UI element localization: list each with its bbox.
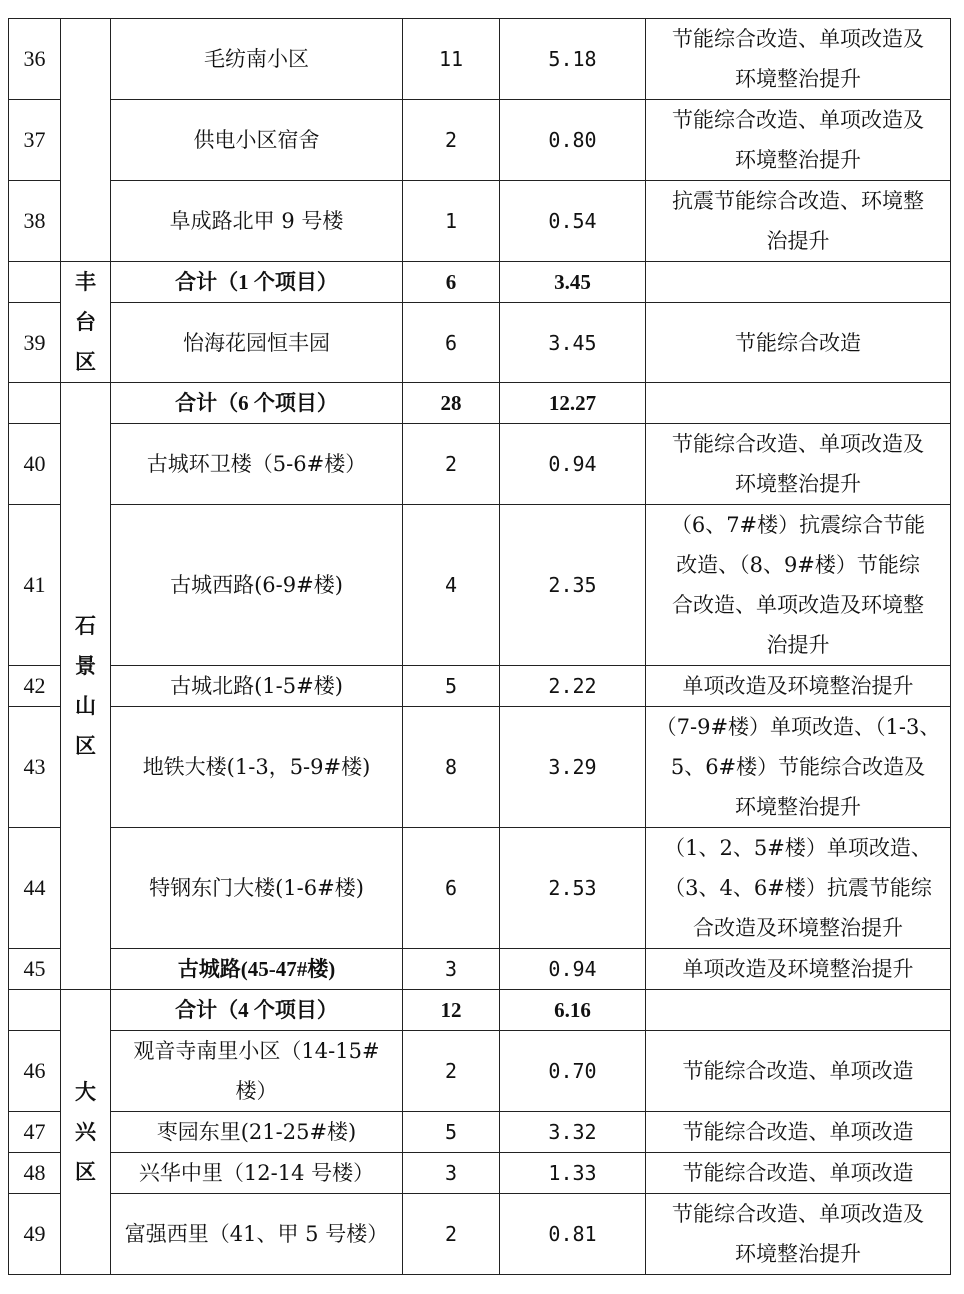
row-number: 45 xyxy=(9,949,61,990)
table-row xyxy=(9,949,951,990)
table-row xyxy=(9,1031,951,1112)
building-count: 6 xyxy=(403,828,500,949)
project-name: 怡海花园恒丰园 xyxy=(111,303,403,383)
renovation-content: （6、7#楼）抗震综合节能 改造、（8、9#楼）节能综 合改造、单项改造及环境整 治提升 xyxy=(646,505,951,666)
district-daxing: 大 兴 区 xyxy=(61,990,111,1275)
renovation-content: 节能综合改造、单项改造及 环境整治提升 xyxy=(646,100,951,181)
table-row xyxy=(9,303,951,383)
subtotal-desc-blank xyxy=(646,262,951,303)
table-row xyxy=(9,666,951,707)
subtotal-desc-blank xyxy=(646,990,951,1031)
building-count: 11 xyxy=(403,19,500,100)
row-number-blank xyxy=(9,990,61,1031)
row-number: 48 xyxy=(9,1153,61,1194)
project-area: 0.81 xyxy=(500,1194,646,1275)
project-area: 3.32 xyxy=(500,1112,646,1153)
renovation-content: 节能综合改造 xyxy=(646,303,951,383)
renovation-content: 节能综合改造、单项改造 xyxy=(646,1031,951,1112)
building-count: 2 xyxy=(403,1194,500,1275)
subtotal-area: 6.16 xyxy=(500,990,646,1031)
district-cell-blank xyxy=(61,19,111,262)
subtotal-row-daxing xyxy=(9,990,951,1031)
project-table-page xyxy=(8,18,951,1275)
renovation-content: 节能综合改造、单项改造 xyxy=(646,1153,951,1194)
project-area: 0.54 xyxy=(500,181,646,262)
project-name: 阜成路北甲 9 号楼 xyxy=(111,181,403,262)
row-number: 41 xyxy=(9,505,61,666)
row-number: 36 xyxy=(9,19,61,100)
row-number: 40 xyxy=(9,424,61,505)
subtotal-label: 合计（4 个项目） xyxy=(111,990,403,1031)
table-row xyxy=(9,19,951,100)
renovation-content: 单项改造及环境整治提升 xyxy=(646,666,951,707)
table-row xyxy=(9,505,951,666)
table-row xyxy=(9,181,951,262)
row-number: 38 xyxy=(9,181,61,262)
table-row xyxy=(9,1194,951,1275)
renovation-content: 抗震节能综合改造、环境整 治提升 xyxy=(646,181,951,262)
row-number: 37 xyxy=(9,100,61,181)
project-area: 0.94 xyxy=(500,949,646,990)
renovation-content: 节能综合改造、单项改造及 环境整治提升 xyxy=(646,424,951,505)
subtotal-label: 合计（6 个项目） xyxy=(111,383,403,424)
project-name: 地铁大楼(1-3，5-9#楼) xyxy=(111,707,403,828)
building-count: 4 xyxy=(403,505,500,666)
renovation-content: （7-9#楼）单项改造、（1-3、 5、6#楼）节能综合改造及 环境整治提升 xyxy=(646,707,951,828)
subtotal-count: 12 xyxy=(403,990,500,1031)
building-count: 3 xyxy=(403,949,500,990)
project-area: 2.53 xyxy=(500,828,646,949)
subtotal-count: 28 xyxy=(403,383,500,424)
row-number: 46 xyxy=(9,1031,61,1112)
table-row xyxy=(9,1112,951,1153)
building-count: 2 xyxy=(403,424,500,505)
building-count: 5 xyxy=(403,666,500,707)
building-count: 6 xyxy=(403,303,500,383)
project-name: 古城北路(1-5#楼) xyxy=(111,666,403,707)
project-area: 0.80 xyxy=(500,100,646,181)
subtotal-row-fengtai xyxy=(9,262,951,303)
subtotal-area: 3.45 xyxy=(500,262,646,303)
renovation-content: 单项改造及环境整治提升 xyxy=(646,949,951,990)
row-number: 47 xyxy=(9,1112,61,1153)
district-shijingshan: 石 景 山 区 xyxy=(61,383,111,990)
renovation-content: 节能综合改造、单项改造及 环境整治提升 xyxy=(646,19,951,100)
building-count: 1 xyxy=(403,181,500,262)
project-area: 0.94 xyxy=(500,424,646,505)
subtotal-area: 12.27 xyxy=(500,383,646,424)
project-name: 枣园东里(21-25#楼) xyxy=(111,1112,403,1153)
project-name: 兴华中里（12-14 号楼） xyxy=(111,1153,403,1194)
table-row xyxy=(9,424,951,505)
project-area: 2.22 xyxy=(500,666,646,707)
row-number: 49 xyxy=(9,1194,61,1275)
renovation-content: 节能综合改造、单项改造 xyxy=(646,1112,951,1153)
row-number: 43 xyxy=(9,707,61,828)
subtotal-row-shijingshan xyxy=(9,383,951,424)
table-row xyxy=(9,707,951,828)
building-count: 8 xyxy=(403,707,500,828)
table-row xyxy=(9,1153,951,1194)
building-count: 3 xyxy=(403,1153,500,1194)
project-name: 富强西里（41、甲 5 号楼） xyxy=(111,1194,403,1275)
project-name: 古城路(45-47#楼) xyxy=(111,949,403,990)
project-area: 0.70 xyxy=(500,1031,646,1112)
building-count: 2 xyxy=(403,100,500,181)
project-table xyxy=(8,18,951,1275)
row-number: 42 xyxy=(9,666,61,707)
renovation-content: 节能综合改造、单项改造及 环境整治提升 xyxy=(646,1194,951,1275)
subtotal-label: 合计（1 个项目） xyxy=(111,262,403,303)
table-row xyxy=(9,100,951,181)
project-area: 5.18 xyxy=(500,19,646,100)
project-area: 3.29 xyxy=(500,707,646,828)
row-number: 39 xyxy=(9,303,61,383)
project-name: 古城西路(6-9#楼) xyxy=(111,505,403,666)
building-count: 2 xyxy=(403,1031,500,1112)
project-name: 观音寺南里小区（14-15# 楼） xyxy=(111,1031,403,1112)
project-name: 特钢东门大楼(1-6#楼) xyxy=(111,828,403,949)
table-row xyxy=(9,828,951,949)
project-area: 1.33 xyxy=(500,1153,646,1194)
project-area: 2.35 xyxy=(500,505,646,666)
row-number-blank xyxy=(9,383,61,424)
project-name: 古城环卫楼（5-6#楼） xyxy=(111,424,403,505)
subtotal-desc-blank xyxy=(646,383,951,424)
renovation-content: （1、2、5#楼）单项改造、 （3、4、6#楼）抗震节能综 合改造及环境整治提升 xyxy=(646,828,951,949)
subtotal-count: 6 xyxy=(403,262,500,303)
row-number-blank xyxy=(9,262,61,303)
project-name: 供电小区宿舍 xyxy=(111,100,403,181)
project-area: 3.45 xyxy=(500,303,646,383)
district-fengtai: 丰 台 区 xyxy=(61,262,111,383)
project-name: 毛纺南小区 xyxy=(111,19,403,100)
row-number: 44 xyxy=(9,828,61,949)
building-count: 5 xyxy=(403,1112,500,1153)
